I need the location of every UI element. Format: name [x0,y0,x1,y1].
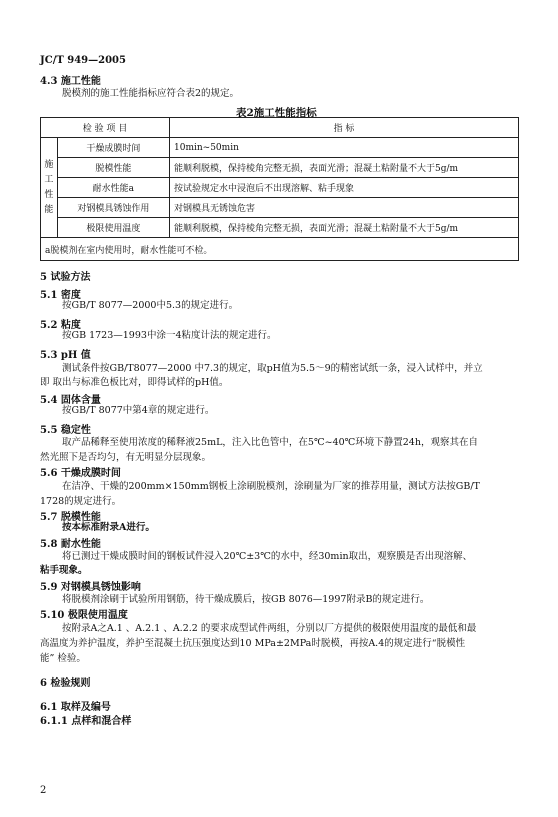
table-row [41,218,519,238]
section-5-10-text-line2: 高温度为养护温度，养护至混凝土抗压强度达到10 MPa±2MPa时脱模，再按A.4的规定进行“脱模性 [40,638,466,649]
section-5-9-heading: 5.9 对钢模具锈蚀影响 [40,582,141,593]
section-5-8-text-line1: 将已测过干燥成膜时间的钢板试件浸入20℃±3℃的水中，经30min取出，观察膜是否出现溶解、 [62,551,473,562]
section-5-7-text: 按本标准附录A进行。 [62,522,155,533]
section-5-5-text-line2: 然光照下是否均匀，有无明显分层现象。 [40,452,212,463]
section-5-4-heading: 5.4 固体含量 [40,395,101,406]
section-6-heading: 6 检验规则 [40,678,91,689]
table-row [41,178,519,198]
table-header-row [41,118,519,138]
section-5-3-heading: 5.3 pH 值 [40,350,91,361]
standard-id: JC/T 949—2005 [40,55,126,66]
group-label [41,138,58,238]
group-label-char: 施 [44,159,54,170]
group-label-char: 能 [44,204,54,215]
row-spec: 按试验规定水中浸泡后不出现溶解、粘手现象 [170,178,519,198]
table-footnote: a脱模剂在室内使用时，耐水性能可不检。 [41,238,519,261]
section-4-3-text: 脱模剂的施工性能指标应符合表2的规定。 [62,88,240,99]
section-5-10-heading: 5.10 极限使用温度 [40,610,128,621]
section-5-1-text: 按GB/T 8077—2000中5.3的规定进行。 [62,300,239,311]
row-spec: 能顺利脱模，保持棱角完整无损，表面光滑；混凝土粘附量不大于5g/m [170,158,519,178]
section-5-6-heading: 5.6 干燥成膜时间 [40,468,121,479]
section-6-1-heading: 6.1 取样及编号 [40,702,111,713]
header-spec: 指 标 [170,118,519,138]
section-5-10-text-line3: 能” 检验。 [40,653,86,664]
section-5-2-text: 按GB 1723—1993中涂一4粘度计法的规定进行。 [62,330,277,341]
section-5-10-text-line1: 按附录A之A.1 、A.2.1 、A.2.2 的要求成型试件两组，分别以厂方提供的极限使用温度的最低和最 [62,623,477,634]
section-5-5-heading: 5.5 稳定性 [40,425,91,436]
table-caption: 表2施工性能指标 [236,107,317,119]
section-5-heading: 5 试验方法 [40,272,91,283]
table-row [41,198,519,218]
section-4-3-heading: 4.3 施工性能 [40,76,101,87]
group-label-char: 工 [44,174,54,185]
section-5-4-text: 按GB/T 8077中第4章的规定进行。 [62,405,215,416]
section-5-3-text-line1: 测试条件按GB/T8077—2000 中7.3的规定，取pH值为5.5～9的精密试纸一条，浸入试样中，并立 [62,363,483,374]
page-number: 2 [40,785,47,796]
row-name: 脱模性能 [57,158,169,178]
section-5-8-heading: 5.8 耐水性能 [40,539,101,550]
section-5-9-text: 将脱模剂涂刷于试验所用钢筋，待干燥成膜后，按GB 8076—1997附录B的规定进行。 [62,594,430,605]
section-5-1-heading: 5.1 密度 [40,290,81,301]
section-6-1-1-heading: 6.1.1 点样和混合样 [40,716,132,727]
header-item: 检 验 项 目 [41,118,170,138]
table-footnote-row [41,238,519,261]
row-spec: 能顺利脱模，保持棱角完整无损，表面光滑；混凝土粘附量不大于5g/m [170,218,519,238]
row-name: 干燥成膜时间 [57,138,169,158]
row-spec: 对钢模具无锈蚀危害 [170,198,519,218]
construction-performance-table [40,117,519,261]
section-5-2-heading: 5.2 粘度 [40,320,81,331]
group-label-char: 性 [44,189,54,200]
section-5-7-heading: 5.7 脱模性能 [40,512,101,523]
row-spec: 10min~50min [170,138,519,158]
row-name: 耐水性能a [57,178,169,198]
row-name: 对钢模具锈蚀作用 [57,198,169,218]
section-5-6-text-line2: 1728的规定进行。 [40,496,122,507]
table-row [41,158,519,178]
table-row [41,138,519,158]
section-5-6-text-line1: 在洁净、干燥的200mm×150mm钢板上涂刷脱模剂，涂刷量为厂家的推荐用量，测试方法按GB/T [62,481,480,492]
section-5-3-text-line2: 即 取出与标准色板比对，即得试样的pH值。 [40,377,229,388]
section-5-5-text-line1: 取产品稀释至使用浓度的稀释液25mL，注入比色管中，在5℃~40℃环境下静置24h，观察其在自 [62,437,478,448]
section-5-8-text-line2: 粘手现象。 [40,565,88,576]
row-name: 极限使用温度 [57,218,169,238]
